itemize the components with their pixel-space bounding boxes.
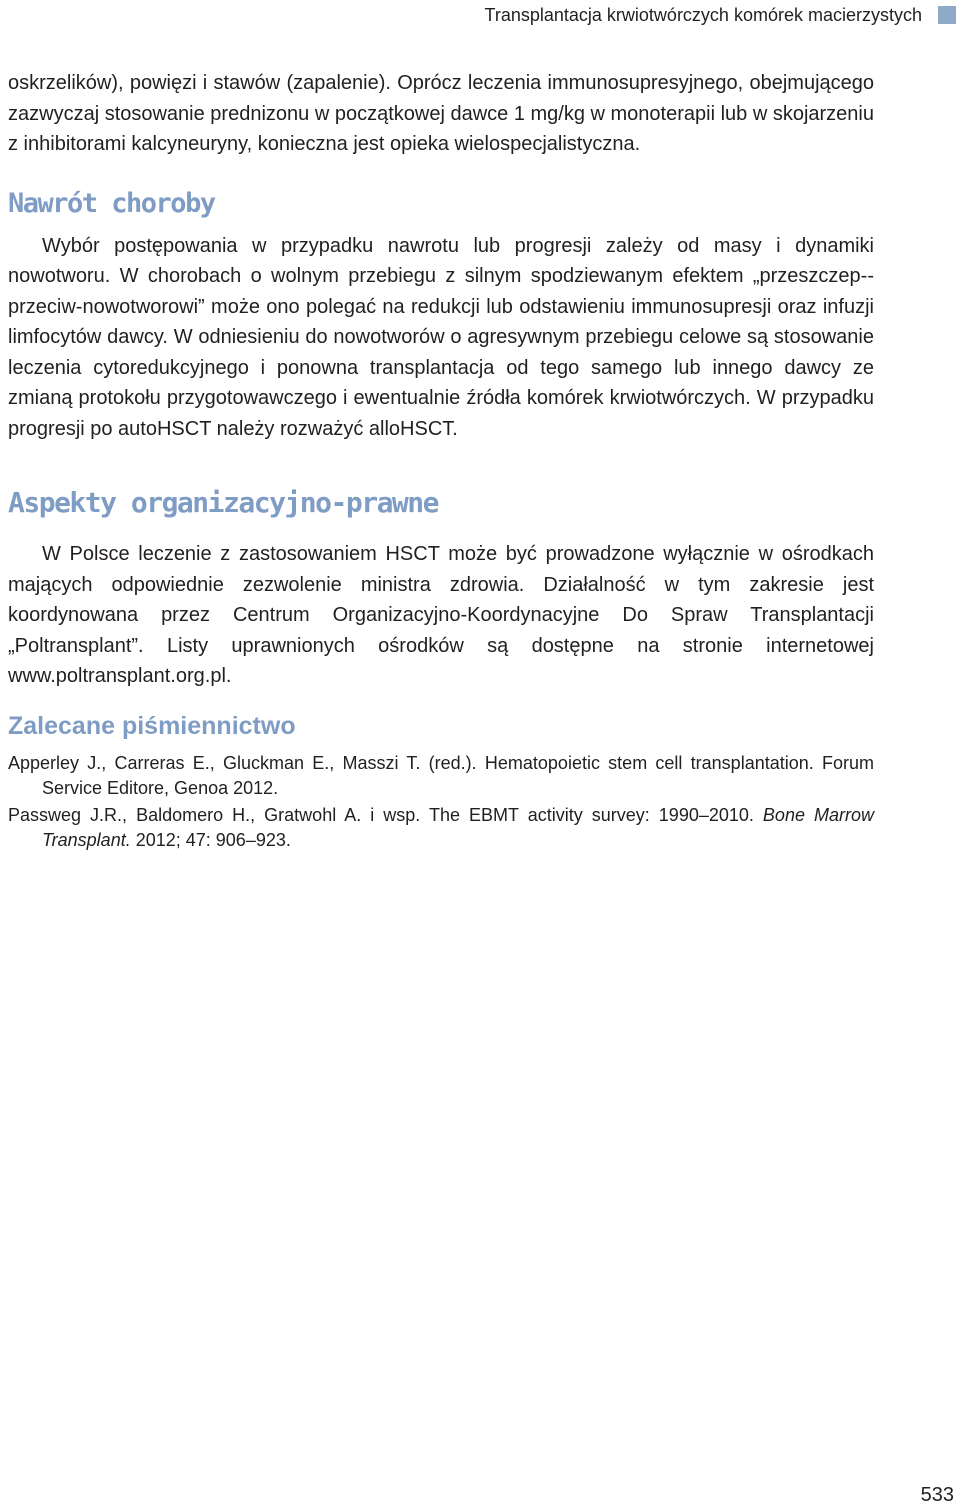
header-marker-square xyxy=(938,6,956,24)
intro-paragraph: oskrzelików), powięzi i stawów (zapalenie). Oprócz leczenia immunosupresyjnego, obejmującego zazwyczaj stosowanie prednizonu w początkowej dawce 1 mg/kg w monoterapii lub w skojarzeniu z inhibitorami kalcyneuryny, konieczna jest opieka wielospecjalistyczna. xyxy=(8,72,874,155)
reference-text: Apperley J., Carreras E., Gluckman E., Masszi T. (red.). Hematopoietic stem cell transplantation. Forum Service Editore, Genoa 2012. xyxy=(8,752,874,798)
running-header: Transplantacja krwiotwórczych komórek macierzystych xyxy=(484,5,922,25)
reference-citation: 2012; 47: 906–923. xyxy=(130,829,291,850)
reference-item xyxy=(8,803,874,853)
page-content xyxy=(8,68,874,855)
reference-list xyxy=(8,751,874,853)
reference-item xyxy=(8,751,874,801)
section-title-legal: Aspekty organizacyjno-prawne xyxy=(8,486,439,519)
reference-journal: Bone Marrow Transplant. xyxy=(42,804,874,850)
section-title-relapse: Nawrót choroby xyxy=(8,187,215,219)
page-number: 533 xyxy=(920,1484,954,1506)
section-title-references: Zalecane piśmiennictwo xyxy=(8,711,296,740)
reference-text: Passweg J.R., Baldomero H., Gratwohl A. i wsp. The EBMT activity survey: 1990–2010. xyxy=(8,804,763,825)
section-text-relapse: Wybór postępowania w przypadku nawrotu lub progresji zależy od masy i dynamiki nowotworu. W chorobach o wolnym przebiegu z silnym spodziewanym efektem „przeszczep--przeciw-nowotworowi” może ono polegać na redukcji lub odstawieniu immunosupresji oraz infuzji limfocytów dawcy. W odniesieniu do nowotworów o agresywnym przebiegu celowe są stosowanie leczenia cytoredukcyjnego i ponowna transplantacja od tego samego lub innego dawcy ze zmianą protokołu przygotowawczego i ewentualnie źródła komórek krwiotwórczych. W przypadku progresji po autoHSCT należy rozważyć alloHSCT. xyxy=(8,234,874,440)
section-text-legal: W Polsce leczenie z zastosowaniem HSCT może być prowadzone wyłącznie w ośrodkach mających odpowiednie zezwolenie ministra zdrowia. Działalność w tym zakresie jest koordynowana przez Centrum Organizacyjno-Koordynacyjne Do Spraw Transplantacji „Poltransplant”. Listy uprawnionych ośrodków są dostępne na stronie internetowej www.poltransplant.org.pl. xyxy=(8,543,874,687)
